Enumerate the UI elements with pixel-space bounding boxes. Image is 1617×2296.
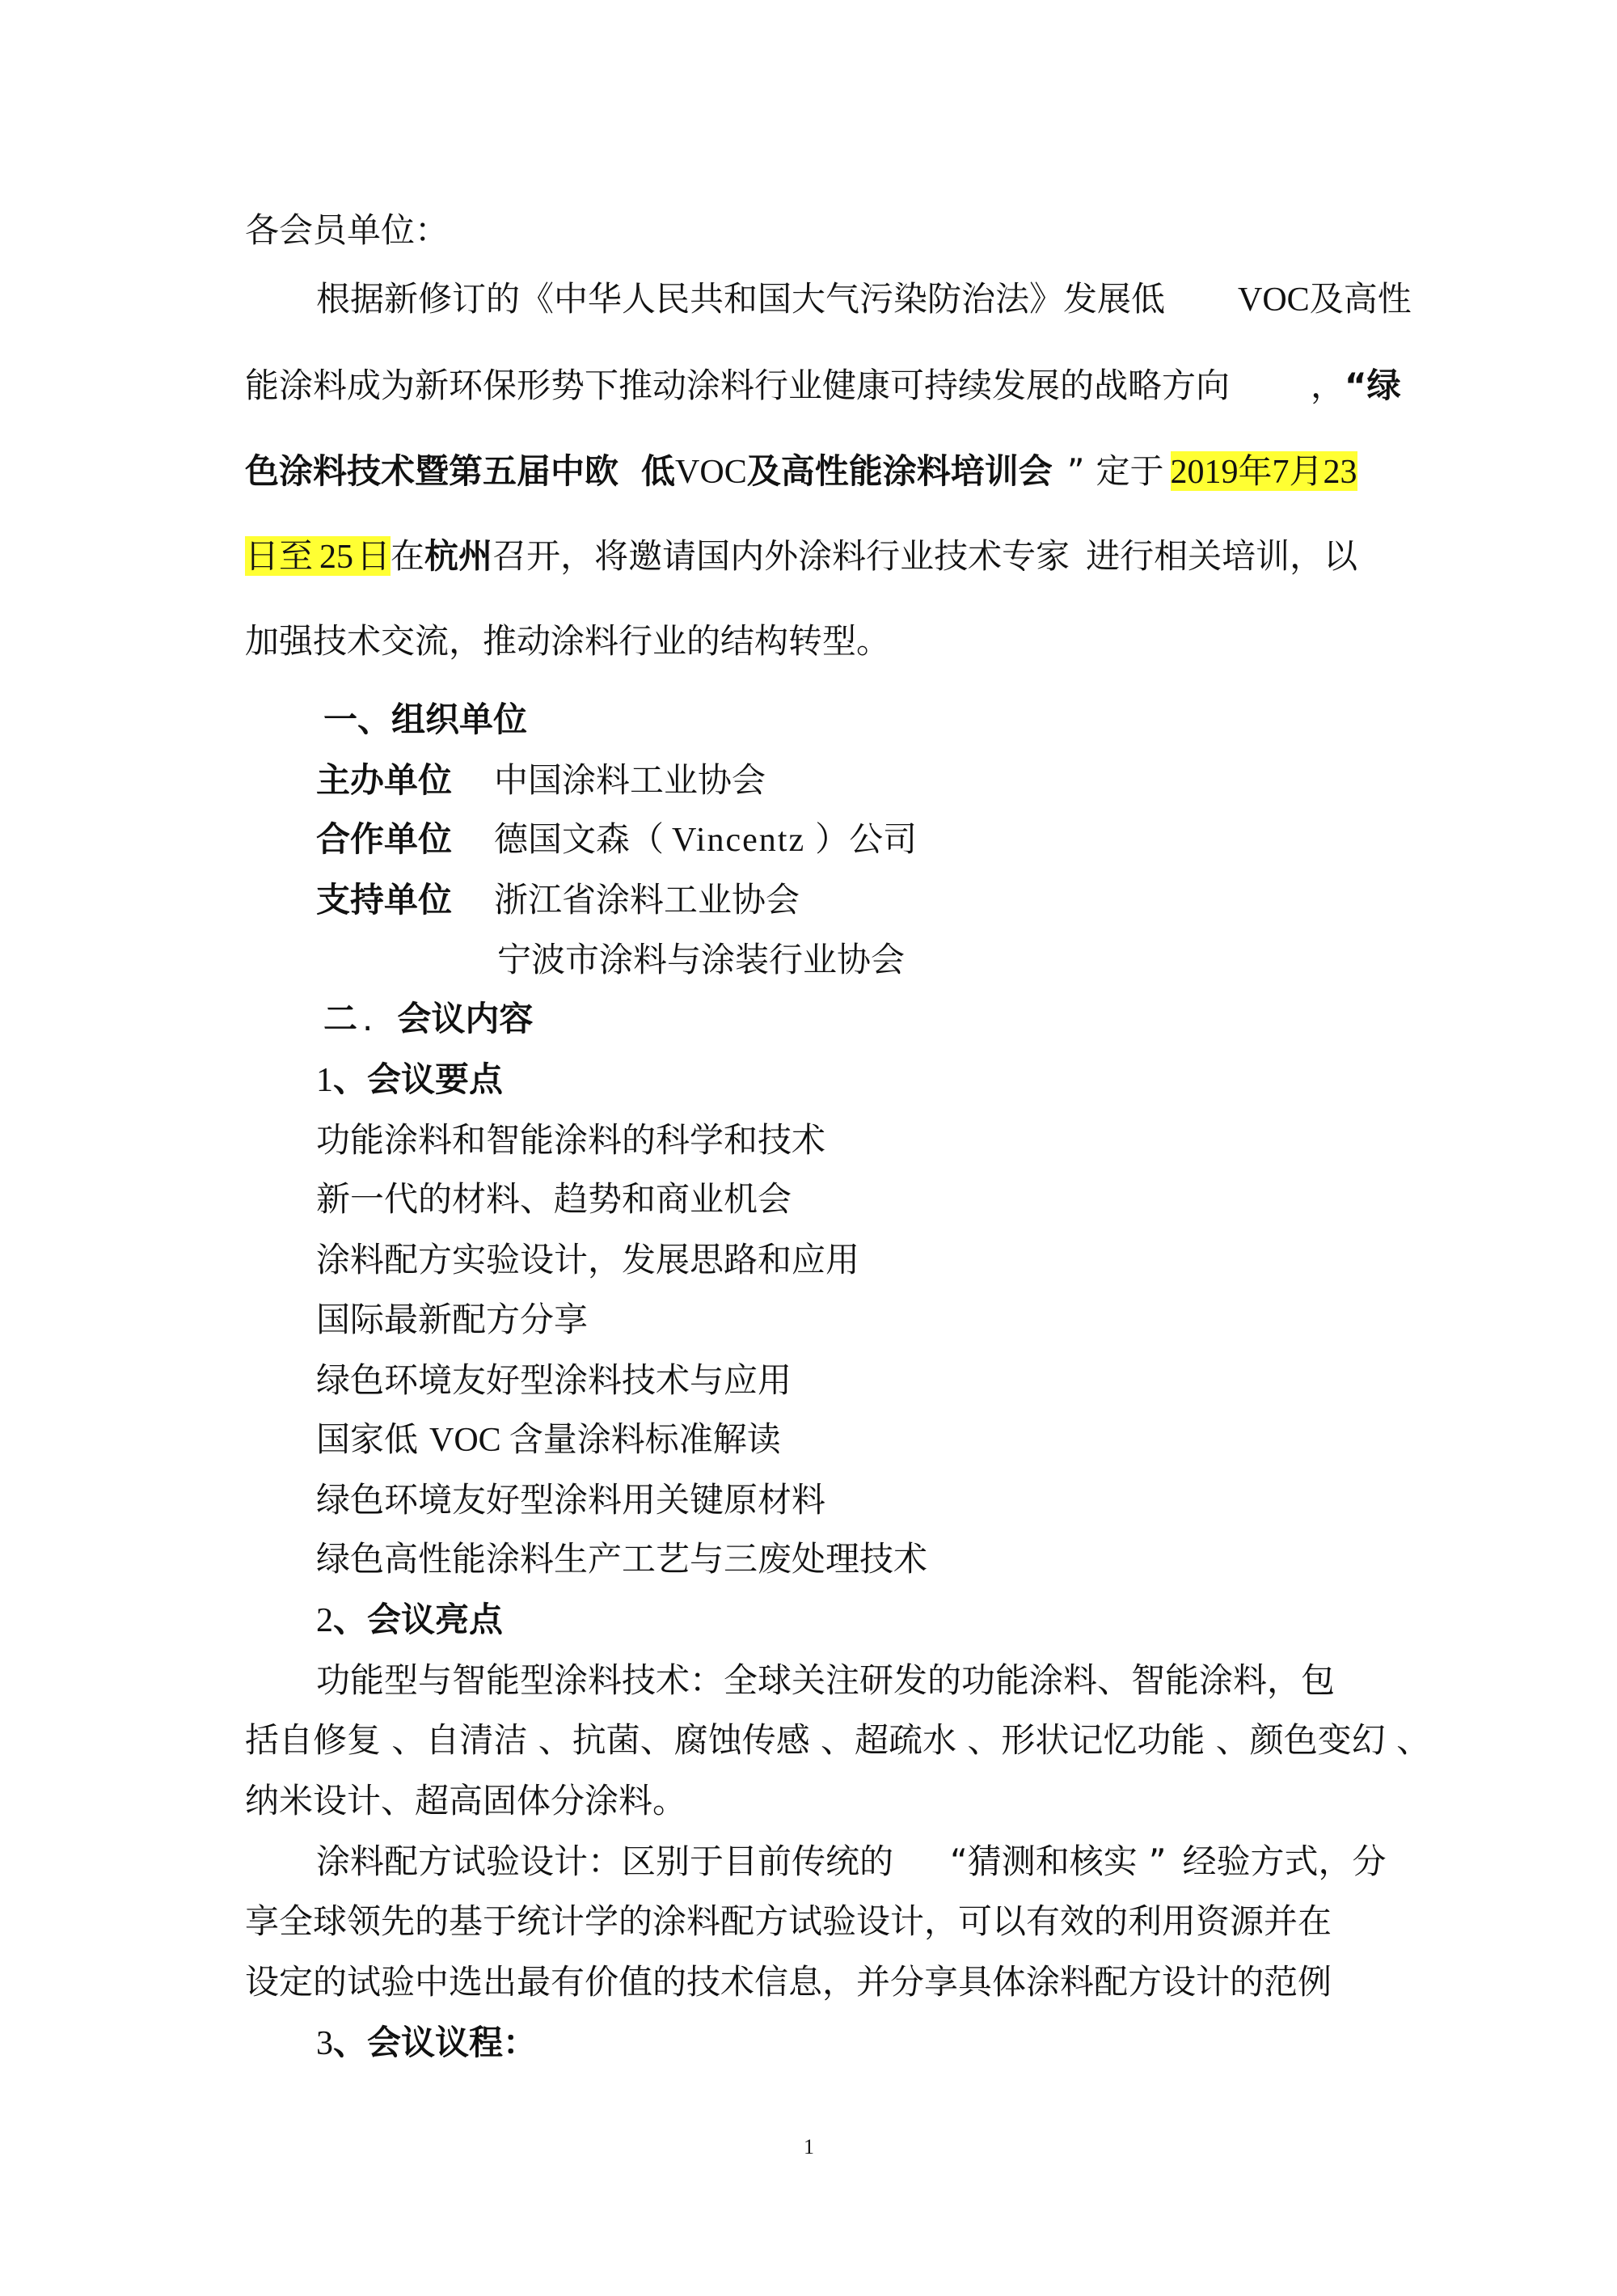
org-support: 支持单位 浙江省涂料工业协会 — [316, 880, 800, 920]
point-2: 新一代的材料、趋势和商业机会 — [316, 1179, 792, 1219]
intro-line-2: 能涂料成为新环保形势下推动涂料行业健康可持续发展的战略方向 ，“绿 — [245, 366, 1401, 405]
highlight-1-line-3: 纳米设计、超高固体分涂料。 — [245, 1781, 687, 1820]
point-5: 绿色环境友好型涂料技术与应用 — [316, 1360, 792, 1400]
org-host: 主办单位 中国涂料工业协会 — [316, 760, 766, 800]
point-3: 涂料配方实验设计，发展思路和应用 — [316, 1240, 860, 1279]
intro-line-5: 加强技术交流，推动涂料行业的结构转型。 — [245, 621, 891, 661]
subsection-3-title: 3、会议议程： — [316, 2023, 538, 2062]
intro-line-1: 根据新修订的《中华人民共和国大气污染防治法》发展低 VOC及高性 — [316, 279, 1412, 319]
point-6: 国家低 VOC 含量涂料标准解读 — [316, 1419, 781, 1459]
highlight-1-line-1: 功能型与智能型涂料技术：全球关注研发的功能涂料、智能涂料，包 — [316, 1660, 1336, 1700]
page-number: 1 — [804, 2135, 814, 2159]
subsection-2-title: 2、会议亮点 — [316, 1600, 504, 1639]
org-support-2: 宁波市涂料与涂装行业协会 — [497, 940, 906, 979]
intro-line-3: 色涂料技术暨第五届中欧 低VOC及高性能涂料培训会 ” 定于 2019年7月23 — [245, 451, 1357, 491]
highlight-date-start: 2019年7月23 — [1170, 451, 1357, 491]
salutation: 各会员单位： — [245, 210, 450, 250]
point-4: 国际最新配方分享 — [316, 1300, 589, 1339]
point-7: 绿色环境友好型涂料用关键原材料 — [316, 1480, 826, 1520]
section-1-title: 一、组织单位 — [323, 700, 528, 739]
highlight-date-end: 日至 25日 — [245, 536, 391, 576]
highlight-2-line-1: 涂料配方试验设计：区别于目前传统的 “猜测和核实 ” 经验方式，分 — [316, 1841, 1387, 1881]
intro-line-4: 日至 25日在杭州召开，将邀请国内外涂料行业技术专家 进行相关培训，以 — [245, 536, 1358, 576]
point-1: 功能涂料和智能涂料的科学和技术 — [316, 1120, 826, 1160]
section-2-title: 二 . 会议内容 — [323, 999, 534, 1038]
highlight-1-line-2: 括自修复 、自清洁 、抗菌、腐蚀传感 、超疏水 、形状记忆功能 、颜色变幻 、 — [245, 1720, 1431, 1760]
org-partner: 合作单位 德国文森（ Vincentz ）公司 — [316, 819, 918, 859]
highlight-2-line-2: 享全球领先的基于统计学的涂料配方试验设计，可以有效的利用资源并在 — [245, 1901, 1332, 1941]
point-8: 绿色高性能涂料生产工艺与三废处理技术 — [316, 1539, 928, 1579]
subsection-1-title: 1、会议要点 — [316, 1059, 504, 1099]
highlight-2-line-3: 设定的试验中选出最有价值的技术信息，并分享具体涂料配方设计的范例 — [245, 1962, 1332, 2002]
